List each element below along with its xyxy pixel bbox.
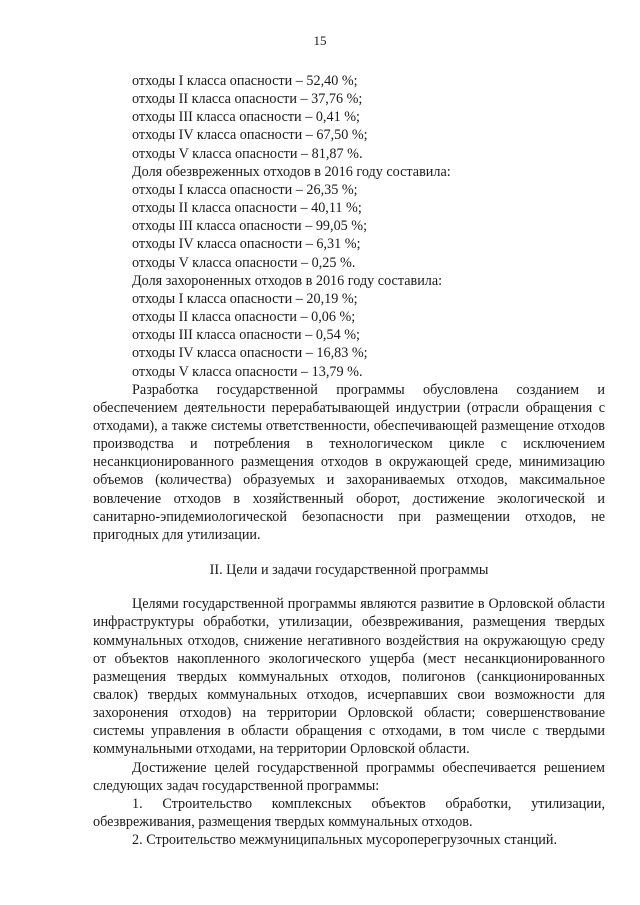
paragraph-development: Разработка государственной программы обусловлена созданием и обеспечением деятельности перерабатывающей индустрии (отрасли обращения с отходами), а также системы ответственности, обеспечивающей размещение отходов производства и потребления в технологическом цикле с исключением несанкционированного размещения отходов в окружающей среде, минимизацию объемов (количества) образуемых и захораниваемых отходов, максимальное вовлечение отходов в хозяйственный оборот, достижение экологической и санитарно-эпидемиологической безопасности при размещении отходов, не пригодных для утилизации. — [93, 381, 605, 543]
document-body — [93, 72, 605, 849]
list-item: отходы III класса опасности – 99,05 %; — [132, 218, 368, 235]
list-item: отходы I класса опасности – 20,19 %; — [132, 290, 358, 307]
task-item-2: 2. Строительство межмуниципальных мусороперегрузочных станций. — [132, 832, 558, 849]
list-item: отходы V класса опасности – 13,79 %. — [132, 363, 363, 380]
list-item: отходы II класса опасности – 37,76 %; — [132, 91, 363, 108]
class-list-buried — [93, 290, 605, 381]
list-item: отходы IV класса опасности – 16,83 %; — [132, 345, 368, 362]
list-item: отходы III класса опасности – 0,41 %; — [132, 109, 360, 126]
list-item: отходы II класса опасности – 0,06 %; — [132, 309, 356, 326]
buried-intro: Доля захороненных отходов в 2016 году составила: — [132, 272, 443, 289]
class-list-neutralized — [93, 181, 605, 272]
list-item: отходы V класса опасности – 81,87 %. — [132, 145, 363, 162]
page-number: 15 — [313, 33, 327, 48]
list-item: отходы II класса опасности – 40,11 %; — [132, 200, 362, 217]
section-heading: II. Цели и задачи государственной программы — [209, 562, 489, 579]
list-item: отходы III класса опасности – 0,54 %; — [132, 327, 360, 344]
task-item-1: 1. Строительство комплексных объектов обработки, утилизации, обезвреживания, размещения твердых коммунальных отходов. — [93, 795, 605, 831]
list-item: отходы IV класса опасности – 6,31 %; — [132, 236, 361, 253]
list-item: отходы IV класса опасности – 67,50 %; — [132, 127, 368, 144]
list-item: отходы I класса опасности – 52,40 %; — [132, 73, 358, 89]
paragraph-goals: Целями государственной программы являются развитие в Орловской области инфраструктуры обработки, утилизации, обезвреживания, размещения твердых коммунальных отходов, снижение негативного воздействия на окружающую среду от объектов накопленного экологического ущерба (мест несанкционированного размещения твердых коммунальных отходов, полигонов (санкционированных свалок) твердых коммунальных отходов, исчерпавших свои возможности для захоронения отходов) на территории Орловской области; совершенствование системы управления в области обращения с отходами, в том числе с твердыми коммунальными отходами, на территории Орловской области. — [93, 596, 605, 758]
class-list-generated — [93, 72, 605, 163]
list-item: отходы V класса опасности – 0,25 %. — [132, 254, 356, 271]
list-item: отходы I класса опасности – 26,35 %; — [132, 181, 358, 198]
paragraph-tasks-intro: Достижение целей государственной программы обеспечивается решением следующих задач государственной программы: — [93, 759, 605, 794]
neutralized-intro: Доля обезвреженных отходов в 2016 году составила: — [132, 163, 451, 180]
